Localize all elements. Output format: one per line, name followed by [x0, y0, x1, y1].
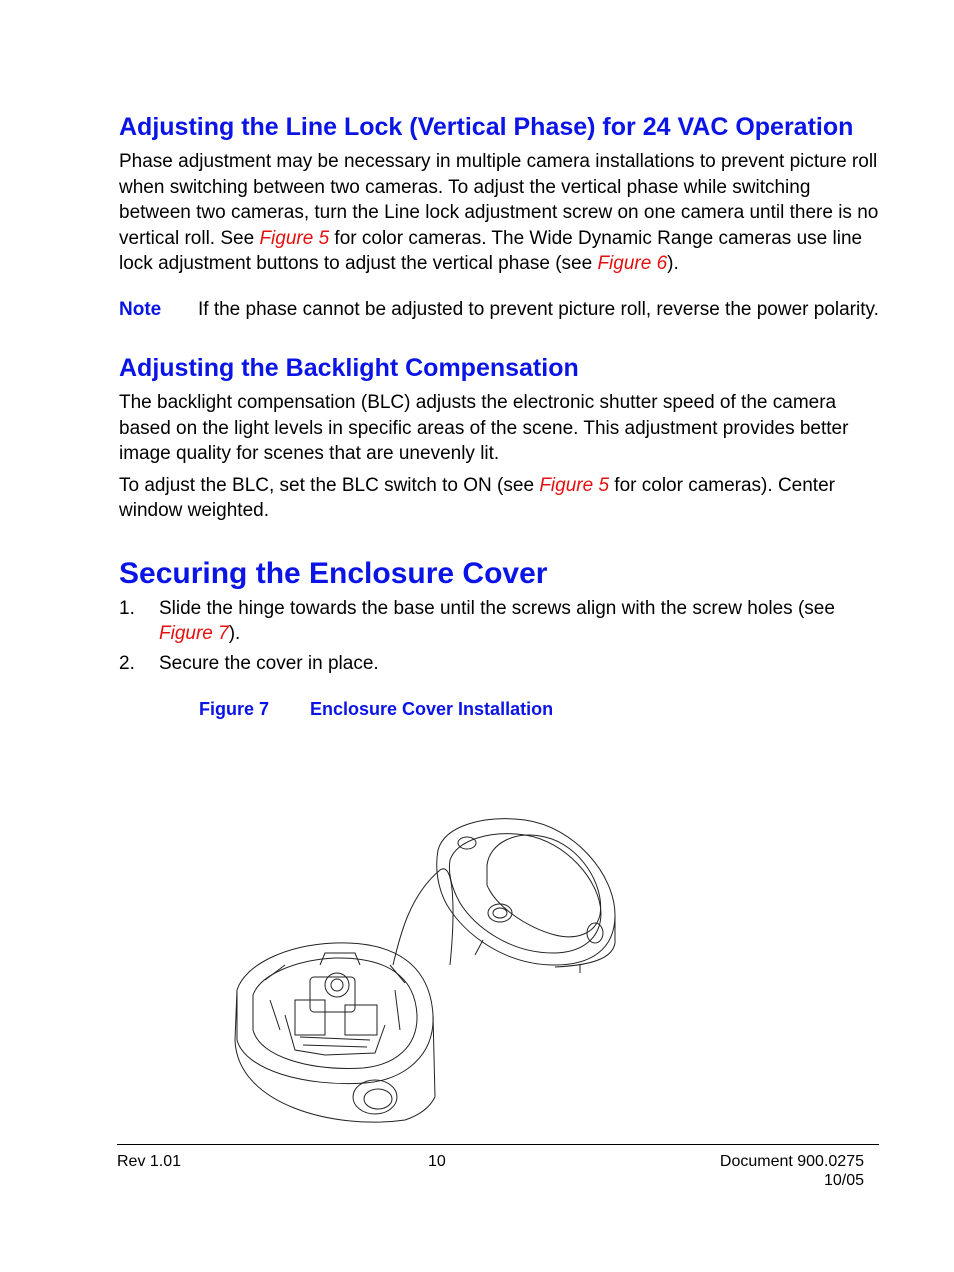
- note: [119, 297, 879, 323]
- figure-6-link[interactable]: Figure 6: [597, 253, 668, 274]
- base-rim-inner: [253, 958, 417, 1068]
- text: Slide the hinge towards the base until the screws align with the screw holes (see: [159, 597, 835, 619]
- text: ).: [228, 623, 241, 644]
- figure-7-link[interactable]: Figure 7: [159, 623, 229, 644]
- footer-revision: Rev 1.01: [117, 1153, 182, 1170]
- blc-paragraph-1: The backlight compensation (BLC) adjusts the electronic shutter speed of the camera based on the light levels in specific areas of the scene. This adjustment provides better image quality for scenes that are unevenly lit.: [119, 392, 849, 464]
- list-item: [119, 596, 879, 647]
- step-text: Secure the cover in place.: [159, 652, 379, 674]
- figure-caption: [199, 698, 879, 720]
- footer-document: [720, 1152, 864, 1190]
- base-port-inner: [364, 1089, 392, 1109]
- page-content: [119, 112, 879, 720]
- text: for color cameras). Center window weighted.: [119, 474, 835, 521]
- text: Phase adjustment may be necessary in multiple camera installations to prevent picture roll when switching between two cameras. To adjust the vertical phase while switching between two cameras, turn the Line lock adjustment screw on one camera until there is no vertical roll. See: [119, 151, 879, 249]
- chapter-heading: Securing the Enclosure Cover: [119, 556, 548, 590]
- note-label: Note: [119, 298, 162, 320]
- step-text: [159, 596, 879, 647]
- footer-document-number: Document 900.0275: [719, 1153, 864, 1170]
- figure-5-link[interactable]: Figure 5: [259, 227, 330, 249]
- dome-cover: [437, 819, 615, 973]
- figure-title: Enclosure Cover Installation: [310, 699, 554, 719]
- figure-number: Figure 7: [199, 699, 270, 719]
- figure-5-link[interactable]: Figure 5: [539, 474, 610, 496]
- text: for color cameras. The Wide Dynamic Range cameras use line lock adjustment buttons to adjust the vertical phase (see: [119, 227, 863, 274]
- blc-paragraph-2: [119, 473, 879, 524]
- steps-list: [119, 596, 879, 677]
- footer-rule: [117, 1144, 879, 1145]
- enclosure-cover-illustration: [225, 815, 625, 1130]
- footer-page-number: 10: [428, 1153, 446, 1170]
- tether-cable: [393, 869, 453, 965]
- base-rim-outer: [237, 943, 433, 1084]
- base-side-edge: [433, 1015, 435, 1097]
- step-number: 1.: [119, 597, 135, 619]
- section-heading-backlight: Adjusting the Backlight Compensation: [119, 354, 579, 382]
- base-housing: [235, 1040, 435, 1122]
- section-heading-line-lock: Adjusting the Line Lock (Vertical Phase) for 24 VAC Operation: [119, 113, 854, 141]
- footer-date: 10/05: [823, 1172, 864, 1189]
- text: To adjust the BLC, set the BLC switch to ON (see: [119, 474, 540, 496]
- note-text: If the phase cannot be adjusted to prevent picture roll, reverse the power polarity.: [198, 298, 879, 320]
- line-lock-paragraph: [119, 149, 879, 277]
- list-item: [119, 651, 879, 677]
- step-number: 2.: [119, 652, 135, 674]
- text: ).: [667, 253, 679, 274]
